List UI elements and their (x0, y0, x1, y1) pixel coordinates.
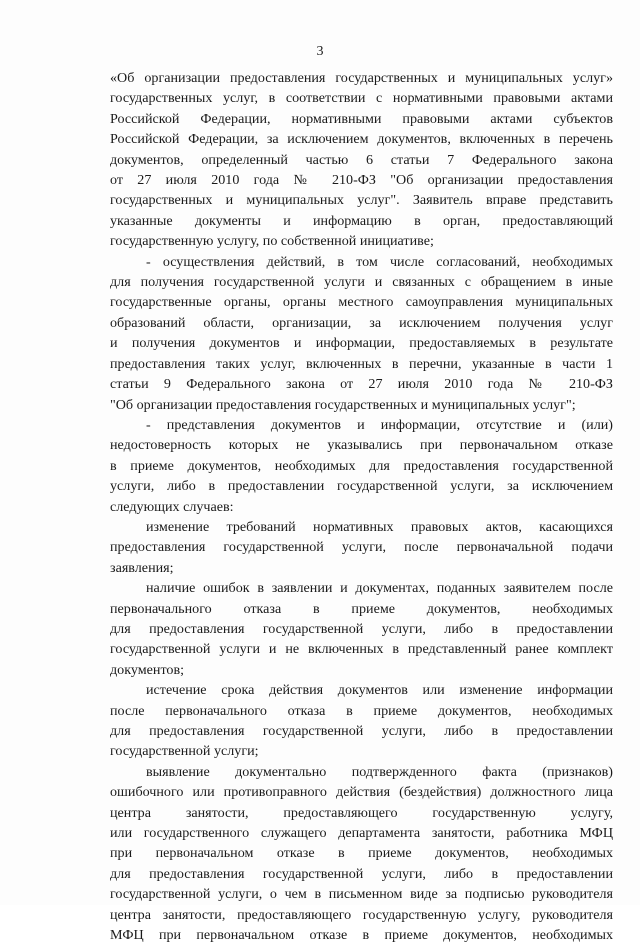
text-line (110, 762, 613, 782)
text-line (110, 701, 613, 721)
text-line (110, 517, 613, 537)
text-line-content: государственных услуг, в соответствии с нормативными правовыми актами (110, 90, 613, 107)
text-line-content: государственной услуги; (110, 743, 259, 760)
text-line (110, 578, 613, 598)
text-line-content: недостоверность которых не указывались при первоначальном отказе (110, 437, 613, 454)
document-body (110, 68, 613, 945)
text-line-content: государственные органы, органы местного самоуправления муниципальных (110, 294, 613, 311)
text-line-content: изменение требований нормативных правовых актов, касающихся (146, 518, 613, 535)
text-line-content: для предоставления государственной услуги, либо в предоставлении (110, 620, 613, 637)
text-line (110, 497, 613, 517)
text-line (110, 639, 613, 659)
text-line (110, 354, 613, 374)
text-line (110, 252, 613, 272)
text-line (110, 211, 613, 231)
text-line (110, 170, 613, 190)
text-line (110, 190, 613, 210)
text-line (110, 129, 613, 149)
text-line (110, 415, 613, 435)
text-line-content: для предоставления государственной услуги, либо в предоставлении (110, 723, 613, 739)
text-line-content: документов; (110, 661, 185, 678)
text-line-content: предоставления государственной услуги, после первоначальной подачи (110, 539, 613, 556)
text-line (110, 395, 613, 415)
text-line (110, 333, 613, 353)
text-line-content: ошибочного или противоправного действия (бездействия) должностного лица (110, 784, 613, 801)
text-line (110, 374, 613, 394)
text-line-content: в приеме документов, необходимых для предоставления государственной (110, 457, 613, 474)
text-line (110, 660, 613, 680)
text-line-content: следующих случаев: (110, 498, 234, 515)
text-line-content: государственной услуги, о чем в письменном виде за подписью руководителя (110, 886, 613, 903)
text-line-content: истечение срока действия документов или изменение информации (146, 682, 613, 699)
text-line-content: при первоначальном отказе в приеме документов, необходимых (110, 845, 613, 862)
text-line (110, 292, 613, 312)
text-line (110, 843, 613, 863)
text-line-content: центра занятости, предоставляющего государственную услугу, (110, 804, 613, 821)
text-line (110, 803, 613, 823)
text-line (110, 741, 613, 761)
text-line (110, 905, 613, 925)
text-line (110, 456, 613, 476)
text-line (110, 109, 613, 129)
text-line (110, 680, 613, 700)
text-line (110, 864, 613, 884)
text-line-content: МФЦ при первоначальном отказе в приеме документов, необходимых (110, 927, 613, 944)
text-line-content: документов, определенный частью 6 статьи 7 Федерального закона (110, 151, 613, 168)
text-line-content: - представления документов и информации, отсутствие и (или) (146, 416, 613, 433)
text-line (110, 823, 613, 843)
text-line-content: государственной услуги и не включенных в представленный ранее комплект (110, 641, 613, 658)
text-line-content: статьи 9 Федерального закона от 27 июля 2010 года № 210-ФЗ (110, 376, 613, 393)
text-line-content: Российской Федерации, за исключением документов, включенных в перечень (110, 131, 613, 148)
text-line-content: указанные документы и информацию в орган, предоставляющий (110, 212, 613, 229)
text-line-content: и получения документов и информации, предоставляемых в результате (110, 335, 613, 352)
text-line (110, 884, 613, 904)
text-line-content: Российской Федерации, нормативными правовыми актами субъектов (110, 110, 613, 127)
text-line (110, 782, 613, 802)
text-line-content: заявления; (110, 559, 174, 576)
text-line-content: или государственного служащего департамента занятости, работника МФЦ (110, 825, 613, 842)
text-line-content: для предоставления государственной услуги, либо в предоставлении (110, 865, 613, 882)
text-line (110, 537, 613, 557)
text-line-content: центра занятости, предоставляющего государственную услугу, руководителя (110, 906, 613, 923)
text-line-content: государственную услугу, по собственной инициативе; (110, 233, 434, 250)
text-line (110, 68, 613, 88)
text-line-content: образований области, организации, за исключением получения услуг (110, 314, 613, 331)
text-line-content: первоначального отказа в приеме документов, необходимых (110, 600, 613, 617)
text-line (110, 231, 613, 251)
text-line (110, 435, 613, 455)
text-line (110, 558, 613, 578)
text-line (110, 313, 613, 333)
text-line (110, 150, 613, 170)
text-line (110, 88, 613, 108)
text-line-content: для получения государственной услуги и связанных с обращением в иные (110, 274, 613, 291)
text-line (110, 272, 613, 292)
text-line (110, 619, 613, 639)
text-line (110, 721, 613, 741)
text-line-content: выявление документально подтвержденного факта (признаков) (146, 763, 613, 780)
text-line-content: после первоначального отказа в приеме документов, необходимых (110, 702, 613, 719)
text-line-content: от 27 июля 2010 года № 210-ФЗ "Об организации предоставления (110, 172, 613, 189)
text-line-content: предоставления таких услуг, включенных в перечни, указанные в части 1 (110, 355, 613, 372)
page-number: 3 (316, 44, 324, 59)
text-line-content: государственных и муниципальных услуг". Заявитель вправе представить (110, 192, 613, 209)
text-line-content: услуги, либо в предоставлении государственной услуги, за исключением (110, 478, 613, 495)
text-line-content: "Об организации предоставления государственных и муниципальных услуг"; (110, 396, 576, 413)
text-line (110, 476, 613, 496)
text-line (110, 925, 613, 945)
text-line-content: - осуществления действий, в том числе согласований, необходимых (146, 253, 613, 270)
text-line-content: «Об организации предоставления государственных и муниципальных услуг» (110, 70, 613, 86)
text-line-content: наличие ошибок в заявлении и документах, поданных заявителем после (146, 580, 613, 597)
text-line (110, 599, 613, 619)
